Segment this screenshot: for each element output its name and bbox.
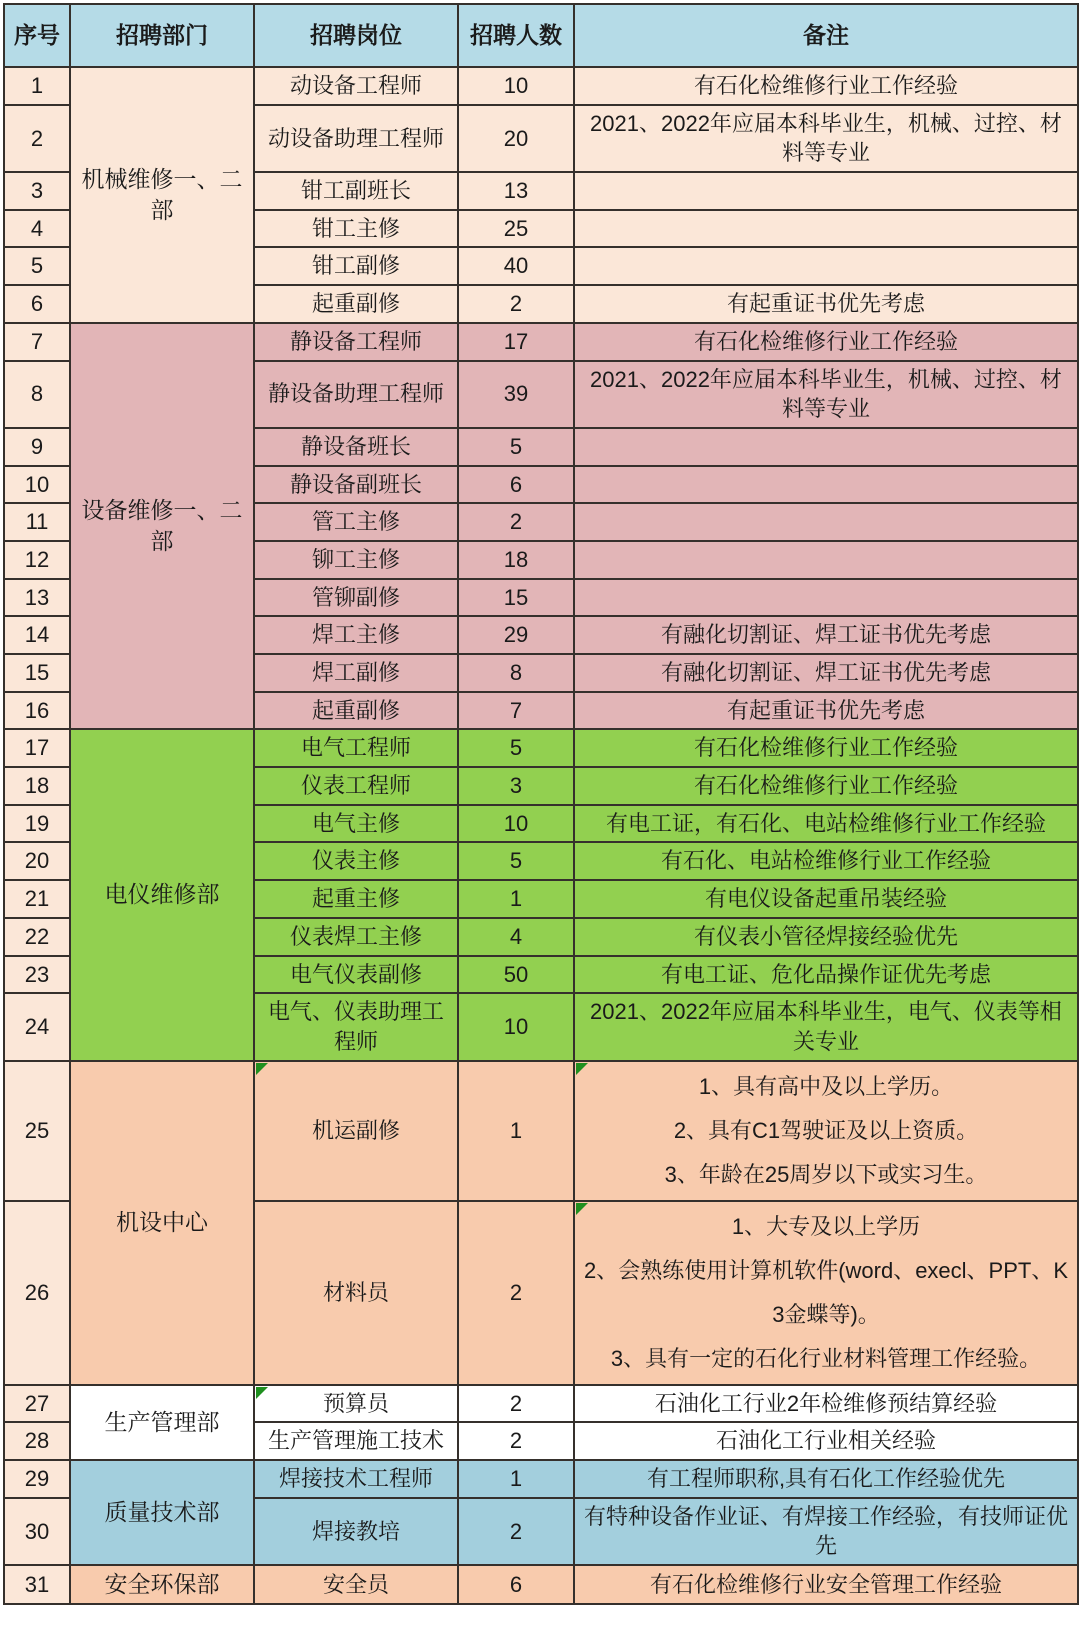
row-number-cell: 21 [4, 880, 70, 918]
row-number-cell: 11 [4, 503, 70, 541]
remark-line: 2、会熟练使用计算机软件(word、execl、PPT、K3金蝶等)。 [583, 1257, 1069, 1327]
position-cell: 铆工主修 [254, 541, 458, 579]
row-number-cell: 10 [4, 466, 70, 504]
remark-cell [574, 1201, 1078, 1385]
remark-cell [574, 579, 1078, 617]
table-row [4, 1565, 1078, 1604]
count-cell: 17 [458, 323, 574, 361]
row-number-cell: 14 [4, 616, 70, 654]
count-cell: 1 [458, 1061, 574, 1201]
department-cell: 质量技术部 [70, 1460, 254, 1565]
count-cell: 39 [458, 361, 574, 428]
row-number-cell: 4 [4, 210, 70, 248]
position-cell: 动设备工程师 [254, 67, 458, 105]
remark-cell [574, 541, 1078, 579]
row-number-cell: 18 [4, 767, 70, 805]
count-cell: 10 [458, 805, 574, 843]
position-cell: 电气、仪表助理工程师 [254, 993, 458, 1060]
position-cell: 仪表主修 [254, 842, 458, 880]
position-cell: 管铆副修 [254, 579, 458, 617]
count-cell: 40 [458, 247, 574, 285]
remark-cell: 有石化检维修行业工作经验 [574, 729, 1078, 767]
row-number-cell: 29 [4, 1460, 70, 1498]
table-row [4, 1385, 1078, 1423]
remark-cell: 有起重证书优先考虑 [574, 285, 1078, 323]
row-number-cell: 13 [4, 579, 70, 617]
remark-cell: 有电工证、危化品操作证优先考虑 [574, 956, 1078, 994]
table-row [4, 1460, 1078, 1498]
position-cell: 机运副修 [254, 1061, 458, 1201]
count-cell: 3 [458, 767, 574, 805]
row-number-cell: 12 [4, 541, 70, 579]
remark-cell [574, 428, 1078, 466]
cell-corner-marker [576, 1063, 588, 1075]
count-cell: 25 [458, 210, 574, 248]
remark-cell: 有起重证书优先考虑 [574, 692, 1078, 730]
position-cell: 安全员 [254, 1565, 458, 1604]
remark-cell: 有石化检维修行业安全管理工作经验 [574, 1565, 1078, 1604]
count-cell: 13 [458, 172, 574, 210]
count-cell: 18 [458, 541, 574, 579]
position-cell: 仪表焊工主修 [254, 918, 458, 956]
remark-cell: 2021、2022年应届本科毕业生，机械、过控、材料等专业 [574, 361, 1078, 428]
remark-cell: 有融化切割证、焊工证书优先考虑 [574, 616, 1078, 654]
position-cell: 焊工副修 [254, 654, 458, 692]
count-cell: 29 [458, 616, 574, 654]
count-cell: 2 [458, 503, 574, 541]
count-cell: 5 [458, 428, 574, 466]
row-number-cell: 22 [4, 918, 70, 956]
department-cell: 生产管理部 [70, 1385, 254, 1460]
row-number-cell: 20 [4, 842, 70, 880]
row-number-cell: 2 [4, 105, 70, 172]
remark-line: 3、具有一定的石化行业材料管理工作经验。 [610, 1345, 1042, 1371]
position-cell: 焊接技术工程师 [254, 1460, 458, 1498]
remark-cell [574, 466, 1078, 504]
position-cell: 起重主修 [254, 880, 458, 918]
position-cell: 钳工主修 [254, 210, 458, 248]
table-row [4, 323, 1078, 361]
row-number-cell: 26 [4, 1201, 70, 1385]
cell-corner-marker [256, 1063, 268, 1075]
row-number-cell: 30 [4, 1498, 70, 1565]
remark-cell [574, 210, 1078, 248]
position-cell: 电气仪表副修 [254, 956, 458, 994]
count-cell: 10 [458, 993, 574, 1060]
position-cell: 起重副修 [254, 285, 458, 323]
count-cell: 2 [458, 285, 574, 323]
row-number-cell: 6 [4, 285, 70, 323]
remark-cell: 有工程师职称,具有石化工作经验优先 [574, 1460, 1078, 1498]
count-cell: 5 [458, 842, 574, 880]
remark-cell: 有石化、电站检维修行业工作经验 [574, 842, 1078, 880]
position-cell: 焊接教培 [254, 1498, 458, 1565]
position-cell: 仪表工程师 [254, 767, 458, 805]
position-cell: 管工主修 [254, 503, 458, 541]
remark-cell [574, 503, 1078, 541]
remark-cell: 有电仪设备起重吊装经验 [574, 880, 1078, 918]
recruitment-table [3, 3, 1079, 1605]
remark-line: 2、具有C1驾驶证及以上资质。 [673, 1117, 979, 1143]
position-cell: 钳工副修 [254, 247, 458, 285]
count-cell: 1 [458, 1460, 574, 1498]
row-number-cell: 23 [4, 956, 70, 994]
row-number-cell: 5 [4, 247, 70, 285]
table-body [4, 67, 1078, 1604]
remark-cell: 有石化检维修行业工作经验 [574, 767, 1078, 805]
position-cell: 静设备班长 [254, 428, 458, 466]
header-position: 招聘岗位 [254, 4, 458, 67]
department-cell: 机械维修一、二部 [70, 67, 254, 323]
row-number-cell: 3 [4, 172, 70, 210]
count-cell: 5 [458, 729, 574, 767]
count-cell: 8 [458, 654, 574, 692]
remark-cell [574, 1061, 1078, 1201]
remark-cell: 石油化工行业相关经验 [574, 1422, 1078, 1460]
table-header [4, 4, 1078, 67]
remark-cell: 有仪表小管径焊接经验优先 [574, 918, 1078, 956]
header-count: 招聘人数 [458, 4, 574, 67]
row-number-cell: 15 [4, 654, 70, 692]
count-cell: 10 [458, 67, 574, 105]
count-cell: 2 [458, 1385, 574, 1423]
position-cell: 静设备助理工程师 [254, 361, 458, 428]
remark-cell: 有石化检维修行业工作经验 [574, 323, 1078, 361]
row-number-cell: 31 [4, 1565, 70, 1604]
remark-cell: 有石化检维修行业工作经验 [574, 67, 1078, 105]
count-cell: 4 [458, 918, 574, 956]
position-cell: 材料员 [254, 1201, 458, 1385]
count-cell: 50 [458, 956, 574, 994]
count-cell: 7 [458, 692, 574, 730]
position-cell: 生产管理施工技术 [254, 1422, 458, 1460]
department-cell: 机设中心 [70, 1061, 254, 1385]
row-number-cell: 25 [4, 1061, 70, 1201]
cell-corner-marker [256, 1387, 268, 1399]
position-cell: 动设备助理工程师 [254, 105, 458, 172]
position-cell: 预算员 [254, 1385, 458, 1423]
count-cell: 2 [458, 1201, 574, 1385]
position-cell: 焊工主修 [254, 616, 458, 654]
table-row [4, 729, 1078, 767]
remark-cell [574, 247, 1078, 285]
row-number-cell: 17 [4, 729, 70, 767]
table-row [4, 1061, 1078, 1201]
count-cell: 2 [458, 1422, 574, 1460]
remark-line: 1、具有高中及以上学历。 [698, 1073, 954, 1099]
department-cell: 安全环保部 [70, 1565, 254, 1604]
row-number-cell: 7 [4, 323, 70, 361]
count-cell: 2 [458, 1498, 574, 1565]
remark-line: 1、大专及以上学历 [731, 1213, 921, 1239]
department-cell: 电仪维修部 [70, 729, 254, 1060]
remark-cell: 有电工证，有石化、电站检维修行业工作经验 [574, 805, 1078, 843]
header-row [4, 4, 1078, 67]
remark-cell: 2021、2022年应届本科毕业生，电气、仪表等相关专业 [574, 993, 1078, 1060]
remark-line: 3、年龄在25周岁以下或实习生。 [664, 1161, 988, 1187]
remark-cell: 有特种设备作业证、有焊接工作经验，有技师证优先 [574, 1498, 1078, 1565]
header-department: 招聘部门 [70, 4, 254, 67]
count-cell: 6 [458, 466, 574, 504]
table-row [4, 67, 1078, 105]
remark-cell: 有融化切割证、焊工证书优先考虑 [574, 654, 1078, 692]
row-number-cell: 9 [4, 428, 70, 466]
position-cell: 起重副修 [254, 692, 458, 730]
position-cell: 电气工程师 [254, 729, 458, 767]
position-cell: 静设备副班长 [254, 466, 458, 504]
row-number-cell: 28 [4, 1422, 70, 1460]
cell-corner-marker [576, 1203, 588, 1215]
row-number-cell: 27 [4, 1385, 70, 1423]
position-cell: 钳工副班长 [254, 172, 458, 210]
count-cell: 20 [458, 105, 574, 172]
remark-cell: 石油化工行业2年检维修预结算经验 [574, 1385, 1078, 1423]
count-cell: 1 [458, 880, 574, 918]
row-number-cell: 19 [4, 805, 70, 843]
count-cell: 6 [458, 1565, 574, 1604]
remark-cell: 2021、2022年应届本科毕业生，机械、过控、材料等专业 [574, 105, 1078, 172]
header-no: 序号 [4, 4, 70, 67]
row-number-cell: 8 [4, 361, 70, 428]
count-cell: 15 [458, 579, 574, 617]
position-cell: 静设备工程师 [254, 323, 458, 361]
remark-cell [574, 172, 1078, 210]
department-cell: 设备维修一、二部 [70, 323, 254, 730]
row-number-cell: 24 [4, 993, 70, 1060]
position-cell: 电气主修 [254, 805, 458, 843]
header-remark: 备注 [574, 4, 1078, 67]
row-number-cell: 16 [4, 692, 70, 730]
row-number-cell: 1 [4, 67, 70, 105]
